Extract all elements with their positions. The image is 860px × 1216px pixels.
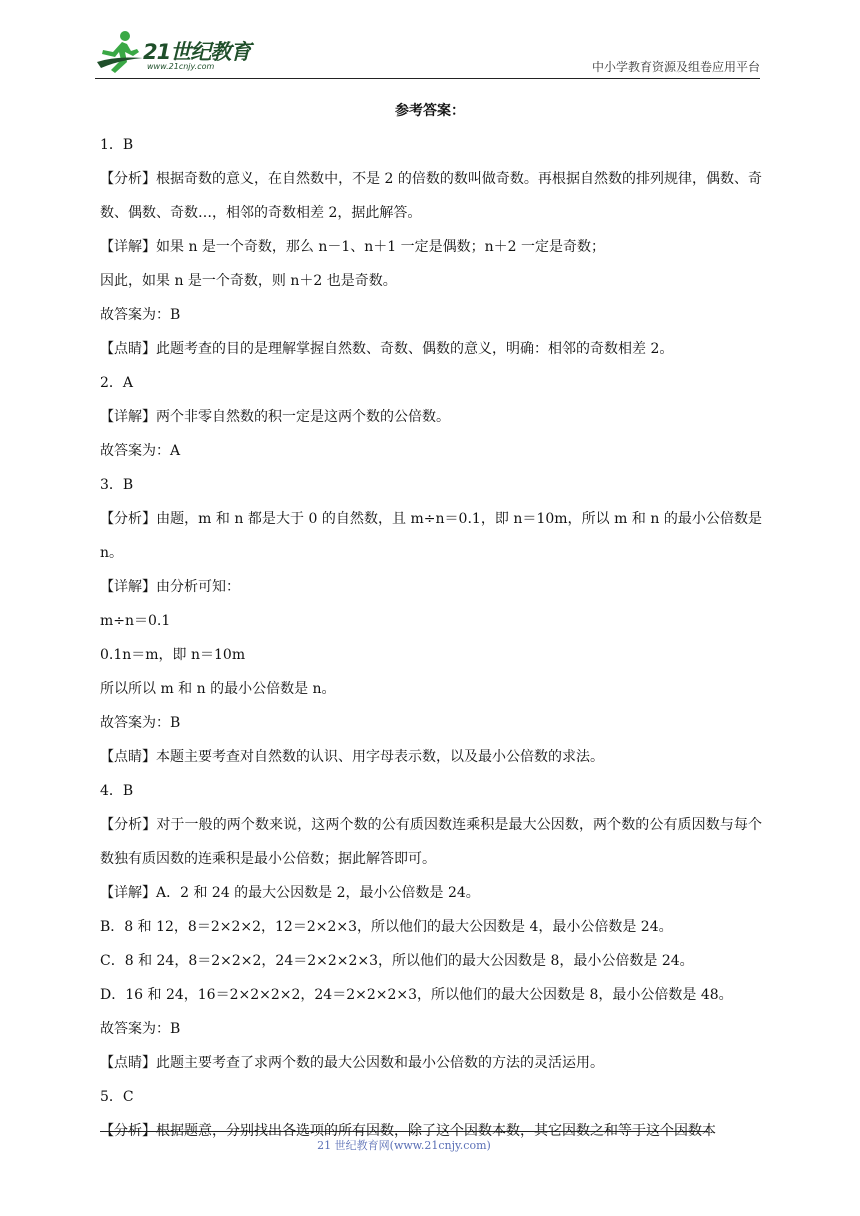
answer-line: 【详解】A．2 和 24 的最大公因数是 2，最小公倍数是 24。 (100, 885, 480, 901)
answer-line: 因此，如果 n 是一个奇数，则 n＋2 也是奇数。 (100, 273, 397, 289)
answer-line: 2．A (100, 375, 134, 391)
page-title: 参考答案： (395, 103, 465, 119)
answer-content (100, 128, 762, 1148)
answer-line: 【分析】根据奇数的意义，在自然数中，不是 2 的倍数的数叫做奇数。再根据自然数的排列规律，偶数、奇数、偶数、奇数…，相邻的奇数相差 2，据此解答。 (100, 171, 762, 221)
answer-line: 【点睛】本题主要考查对自然数的认识、用字母表示数，以及最小公倍数的求法。 (100, 749, 604, 765)
page-header (95, 28, 760, 78)
answer-line: 【详解】如果 n 是一个奇数，那么 n－1、n＋1 一定是偶数；n＋2 一定是奇数； (100, 239, 606, 255)
answer-line: D．16 和 24，16＝2×2×2×2，24＝2×2×2×3，所以他们的最大公因数是 8，最小公倍数是 48。 (100, 987, 733, 1003)
answer-line: 【详解】两个非零自然数的积一定是这两个数的公倍数。 (100, 409, 450, 425)
answer-line: 故答案为：B (100, 715, 181, 731)
answer-line: 5．C (100, 1089, 134, 1105)
answer-line: 1．B (100, 137, 134, 153)
answer-line: 【分析】对于一般的两个数来说，这两个数的公有质因数连乘积是最大公因数，两个数的公有质因数与每个数独有质因数的连乘积是最小公倍数；据此解答即可。 (100, 817, 762, 867)
answer-line: 故答案为：B (100, 1021, 181, 1037)
header-divider (95, 78, 760, 79)
answer-line: 【分析】根据题意，分别找出各选项的所有因数，除了这个因数本数，其它因数之和等于这个因数本 (100, 1123, 716, 1139)
answer-line: 【点睛】此题考查的目的是理解掌握自然数、奇数、偶数的意义，明确：相邻的奇数相差 2。 (100, 341, 674, 357)
platform-name: 中小学教育资源及组卷应用平台 (591, 60, 760, 74)
answer-line: 所以所以 m 和 n 的最小公倍数是 n。 (100, 681, 336, 697)
page-footer[interactable]: 21 世纪教育网(www.21cnjy.com) (317, 1139, 491, 1152)
answer-line: C．8 和 24，8＝2×2×2，24＝2×2×2×3，所以他们的最大公因数是 8，最小公倍数是 24。 (100, 953, 694, 969)
logo-url: www.21cnjy.com (147, 62, 215, 71)
answer-line: m÷n＝0.1 (100, 613, 171, 629)
answer-line: 【详解】由分析可知： (100, 579, 240, 595)
footer-divider (100, 1131, 708, 1132)
answer-line: 4．B (100, 783, 134, 799)
answer-line: 0.1n＝m，即 n＝10m (100, 647, 246, 663)
logo-wordmark: 21世纪教育 (143, 40, 251, 64)
answer-line: 故答案为：A (100, 443, 181, 459)
answer-line: 3．B (100, 477, 134, 493)
runner-icon (97, 31, 143, 73)
answer-line: 【分析】由题，m 和 n 都是大于 0 的自然数，且 m÷n＝0.1，即 n＝10m，所以 m 和 n 的最小公倍数是 n。 (100, 511, 762, 561)
answer-line: B．8 和 12，8＝2×2×2，12＝2×2×3，所以他们的最大公因数是 4，最小公倍数是 24。 (100, 919, 673, 935)
answer-line: 故答案为：B (100, 307, 181, 323)
answer-line: 【点睛】此题主要考查了求两个数的最大公因数和最小公倍数的方法的灵活运用。 (100, 1055, 604, 1071)
